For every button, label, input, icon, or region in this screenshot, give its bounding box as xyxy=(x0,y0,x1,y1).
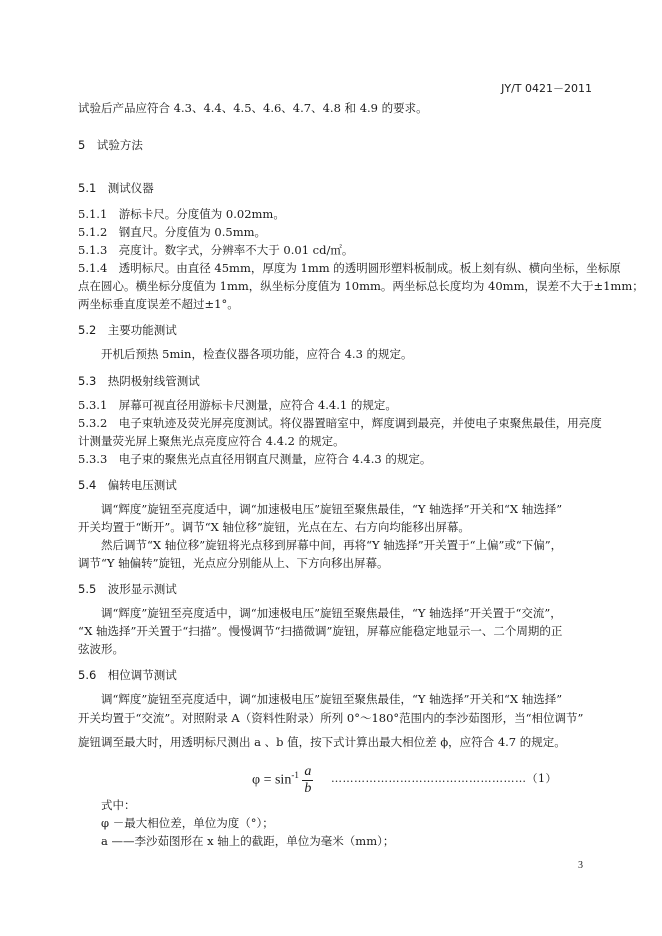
text-line: 弦波形。 xyxy=(78,642,124,656)
formula-lhs: φ = sin xyxy=(252,772,292,788)
text-line: a ——李沙茹图形在 x 轴上的截距，单位为毫米（mm）； xyxy=(101,834,395,848)
text-line: 调“辉度”旋钮至亮度适中，调“加速极电压”旋钮至聚焦最佳，“Y 轴选择”开关置于“交流”， xyxy=(101,606,562,620)
text-line: 调“辉度”旋钮至亮度适中，调“加速极电压”旋钮至聚焦最佳，“Y 轴选择”开关和“X 轴选择” xyxy=(101,692,563,706)
text-line: 计测量荧光屏上聚焦光点亮度应符合 4.4.2 的规定。 xyxy=(78,434,345,448)
text-line: φ －最大相位差，单位为度（°）； xyxy=(101,816,274,830)
subsection-heading: 5.6 相位调节测试 xyxy=(78,668,177,682)
formula-numerator: a xyxy=(304,764,312,779)
subsection-heading: 5.2 主要功能测试 xyxy=(78,323,177,337)
text-line: “X 轴选择”开关置于“扫描”。慢慢调节“扫描微调”旋钮，屏幕应能稳定地显示一、二个周期的正 xyxy=(78,624,563,638)
subsection-heading: 5.3 热阴极射线管测试 xyxy=(78,374,200,388)
text-line: 调节“Y 轴偏转”旋钮，光点应分别能从上、下方向移出屏幕。 xyxy=(78,556,389,570)
formula-leader-dots: ……………………………………………（1） xyxy=(331,772,557,785)
subsection-heading: 5.5 波形显示测试 xyxy=(78,582,177,596)
text-line: 调“辉度”旋钮至亮度适中，调“加速极电压”旋钮至聚焦最佳，“Y 轴选择”开关和“X 轴选择” xyxy=(101,502,563,516)
text-line: 两坐标垂直度误差不超过±1°。 xyxy=(78,297,239,311)
formula-denominator: b xyxy=(304,781,312,796)
text-line: 5.3.1 屏幕可视直径用游标卡尺测量，应符合 4.4.1 的规定。 xyxy=(78,398,397,412)
standard-code: JY/T 0421－2011 xyxy=(501,82,592,95)
text-line: 5.3.2 电子束轨迹及荧光屏亮度测试。将仪器置暗室中，辉度调到最亮，并使电子束聚焦最佳，用亮度 xyxy=(78,416,602,430)
text-line: 5.1.3 亮度计。数字式，分辨率不大于 0.01 cd/㎡。 xyxy=(78,243,354,257)
text-line: 5.1.1 游标卡尺。分度值为 0.02mm。 xyxy=(78,207,285,221)
text-line: 点在圆心。横坐标分度值为 1mm，纵坐标分度值为 10mm。两坐标总长度均为 40mm，误差不大于±1mm； xyxy=(78,279,644,293)
text-line: 然后调节“X 轴位移”旋钮将光点移到屏幕中间，再将“Y 轴选择”开关置于“上偏”或“下偏”， xyxy=(101,538,563,552)
page-number: 3 xyxy=(578,860,583,871)
formula xyxy=(252,764,313,797)
text-line: 旋钮调至最大时，用透明标尺测出 a 、b 值，按下式计算出最大相位差 ϕ，应符合 4.7 的规定。 xyxy=(78,735,566,749)
formula-fraction xyxy=(302,764,313,797)
text-line: 开关均置于“断开”。调节“X 轴位移”旋钮，光点在左、右方向均能移出屏幕。 xyxy=(78,520,470,534)
text-line: 5.3.3 电子束的聚焦光点直径用钢直尺测量，应符合 4.4.3 的规定。 xyxy=(78,452,432,466)
subsection-heading: 5.4 偏转电压测试 xyxy=(78,478,177,492)
formula-exponent: -1 xyxy=(291,770,299,781)
text-line: 开机后预热 5min，检查仪器各项功能，应符合 4.3 的规定。 xyxy=(101,347,413,361)
text-line: 试验后产品应符合 4.3、4.4、4.5、4.6、4.7、4.8 和 4.9 的要求。 xyxy=(78,101,428,115)
text-line: 5.1.4 透明标尺。由直径 45mm，厚度为 1mm 的透明圆形塑料板制成。板上刻有纵、横向坐标，坐标原 xyxy=(78,261,621,275)
subsection-heading: 5.1 测试仪器 xyxy=(78,181,154,195)
section-heading: 5 试验方法 xyxy=(78,138,143,152)
text-line: 式中： xyxy=(101,798,136,812)
text-line: 开关均置于“交流”。对照附录 A（资料性附录）所列 0°～180°范围内的李沙茹图形，当“相位调节” xyxy=(78,711,584,725)
text-line: 5.1.2 钢直尺。分度值为 0.5mm。 xyxy=(78,225,267,239)
